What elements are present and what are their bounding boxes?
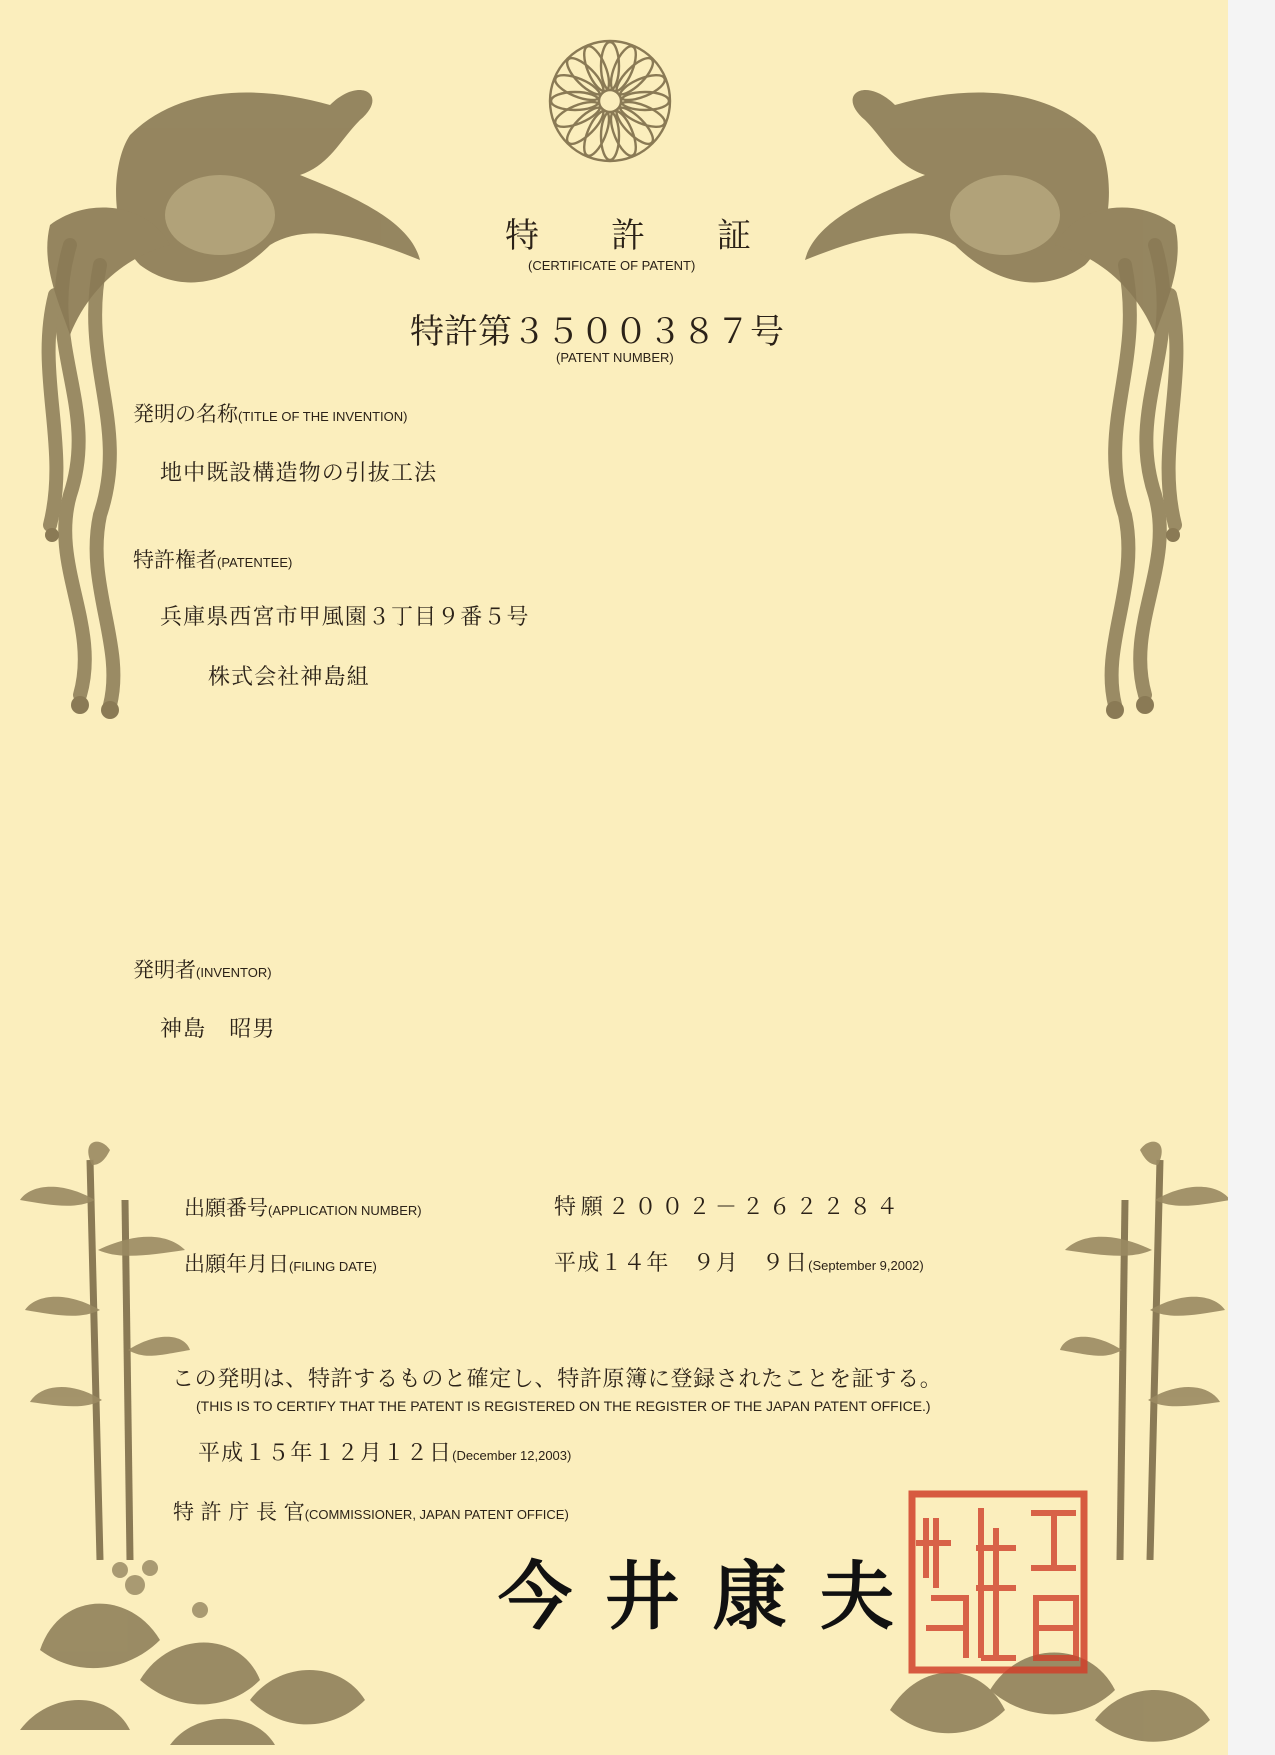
leaves-bottom-left-ornament [20, 1530, 380, 1750]
chrysanthemum-crest-icon [545, 36, 675, 166]
application-label-jp: 出願番号 [184, 1196, 268, 1220]
patent-number: 特許第３５００３８７号 [410, 312, 784, 352]
patentee-name: 株式会社神島組 [208, 665, 370, 690]
bamboo-left-ornament [20, 1140, 190, 1560]
commissioner-label [173, 1496, 569, 1526]
filing-date-label [184, 1248, 377, 1278]
scan-margin [1228, 0, 1275, 1755]
commissioner-label-en: (COMMISSIONER, JAPAN PATENT OFFICE) [304, 1507, 569, 1522]
filing-date-jp: 平成１４年 ９月 ９日 [554, 1251, 809, 1276]
inventor-name: 神島 昭男 [160, 1017, 276, 1042]
filing-date [554, 1246, 924, 1277]
certificate-title-en: (CERTIFICATE OF PATENT) [528, 258, 696, 273]
patent-number-label-en: (PATENT NUMBER) [556, 350, 674, 365]
patentee-address: 兵庫県西宮市甲風園３丁目９番５号 [160, 605, 530, 630]
invention-title: 地中既設構造物の引抜工法 [160, 461, 438, 486]
patentee-label-jp: 特許権者 [133, 548, 217, 572]
patentee-label [133, 544, 292, 574]
issue-date [198, 1436, 571, 1467]
inventor-label [133, 954, 272, 984]
invention-label-en: (TITLE OF THE INVENTION) [238, 409, 408, 424]
application-label-en: (APPLICATION NUMBER) [268, 1203, 422, 1218]
certificate-title: 特 許 証 [505, 216, 782, 256]
official-seal-stamp [906, 1488, 1090, 1676]
filing-date-en: (September 9,2002) [808, 1258, 924, 1273]
invention-label [133, 398, 408, 428]
application-number: 特願２００２－２６２２８４ [554, 1195, 903, 1220]
issue-date-jp: 平成１５年１２月１２日 [198, 1441, 453, 1466]
filing-date-label-jp: 出願年月日 [184, 1252, 289, 1276]
commissioner-label-jp: 特 許 庁 長 官 [173, 1500, 305, 1524]
patentee-label-en: (PATENTEE) [217, 555, 293, 570]
application-label [184, 1192, 422, 1222]
certification-statement-en: (THIS IS TO CERTIFY THAT THE PATENT IS REGISTERED ON THE REGISTER OF THE JAPAN PATENT OFFICE.) [196, 1398, 931, 1414]
invention-label-jp: 発明の名称 [133, 402, 238, 426]
phoenix-right-ornament [805, 45, 1195, 725]
filing-date-label-en: (FILING DATE) [289, 1259, 377, 1274]
certification-statement: この発明は、特許するものと確定し、特許原簿に登録されたことを証する。 [172, 1367, 943, 1392]
commissioner-signature: 今井康夫 [498, 1554, 928, 1640]
issue-date-en: (December 12,2003) [452, 1448, 572, 1463]
inventor-label-jp: 発明者 [133, 958, 196, 982]
inventor-label-en: (INVENTOR) [196, 965, 272, 980]
